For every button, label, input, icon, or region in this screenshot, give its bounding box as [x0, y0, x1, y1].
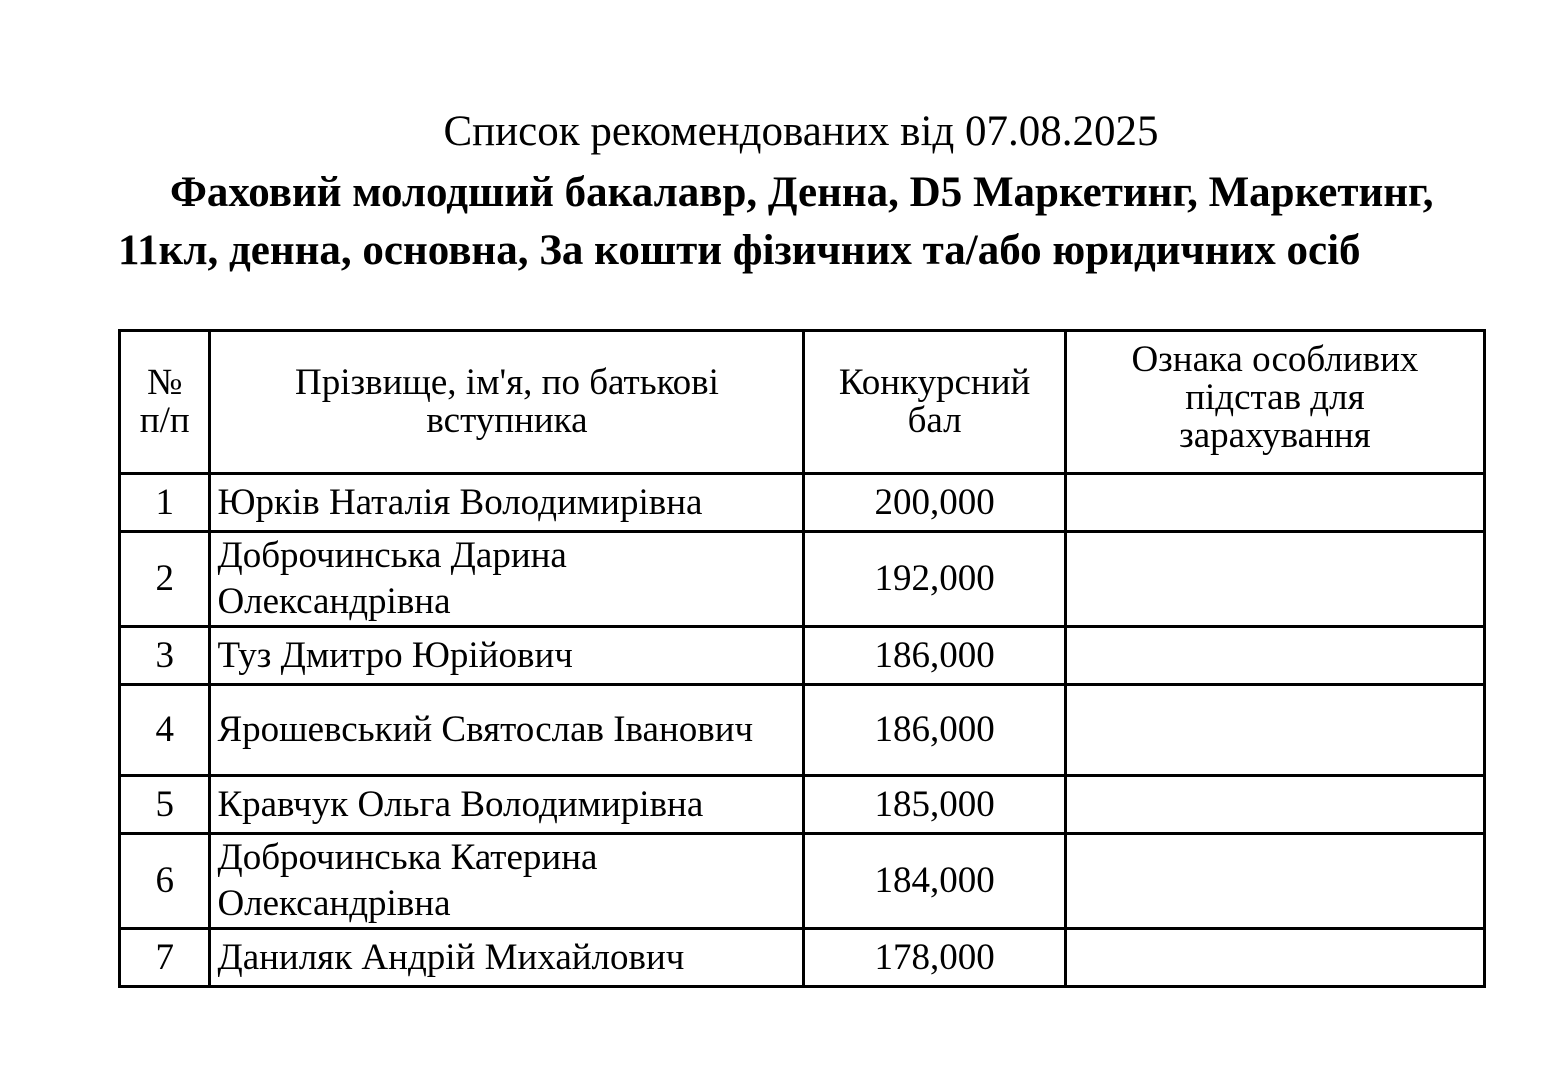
- row-sign: [1065, 776, 1484, 834]
- header-name: [210, 331, 804, 474]
- row-sign: [1065, 532, 1484, 627]
- row-name: Кравчук Ольга Володимирівна: [210, 776, 804, 834]
- row-name: Доброчинська Дарина Олександрівна: [210, 532, 804, 627]
- table-header-row: [120, 331, 1485, 474]
- document-title: Список рекомендованих від 07.08.2025: [443, 108, 1159, 155]
- row-score: 178,000: [804, 929, 1065, 987]
- row-sign: [1065, 627, 1484, 685]
- header-score-label: Конкурсний бал: [838, 362, 1031, 441]
- header-num-label: № п/п: [139, 362, 190, 441]
- header-score: [804, 331, 1065, 474]
- header-num: [120, 331, 210, 474]
- row-name: Даниляк Андрій Михайлович: [210, 929, 804, 987]
- row-num: 4: [120, 685, 210, 776]
- table-row: [120, 834, 1485, 929]
- row-num: 5: [120, 776, 210, 834]
- row-score: 185,000: [804, 776, 1065, 834]
- table-row: [120, 532, 1485, 627]
- row-sign: [1065, 474, 1484, 532]
- row-name: Ярошевський Святослав Іванович: [210, 685, 804, 776]
- row-name: Доброчинська Катерина Олександрівна: [210, 834, 804, 929]
- row-sign: [1065, 685, 1484, 776]
- row-num: 6: [120, 834, 210, 929]
- row-score: 186,000: [804, 627, 1065, 685]
- row-score: 200,000: [804, 474, 1065, 532]
- row-sign: [1065, 834, 1484, 929]
- row-score: 186,000: [804, 685, 1065, 776]
- row-sign: [1065, 929, 1484, 987]
- recommended-list-table: [118, 329, 1486, 988]
- table-row: [120, 776, 1485, 834]
- row-num: 7: [120, 929, 210, 987]
- row-name: Туз Дмитро Юрійович: [210, 627, 804, 685]
- document-subtitle: Фаховий молодший бакалавр, Денна, D5 Маркетинг, Маркетинг, 11кл, денна, основна, За кошти фізичних та/або юридичних осіб: [118, 169, 1434, 274]
- row-num: 2: [120, 532, 210, 627]
- row-num: 1: [120, 474, 210, 532]
- row-num: 3: [120, 627, 210, 685]
- table-row: [120, 685, 1485, 776]
- row-score: 192,000: [804, 532, 1065, 627]
- row-score: 184,000: [804, 834, 1065, 929]
- table-row: [120, 929, 1485, 987]
- header-sign: [1065, 331, 1484, 474]
- table-row: [120, 627, 1485, 685]
- header-sign-label: Ознака особливих підстав для зарахування: [1131, 339, 1419, 456]
- header-name-label: Прізвище, ім'я, по батькові вступника: [295, 362, 719, 441]
- row-name: Юрків Наталія Володимирівна: [210, 474, 804, 532]
- table-row: [120, 474, 1485, 532]
